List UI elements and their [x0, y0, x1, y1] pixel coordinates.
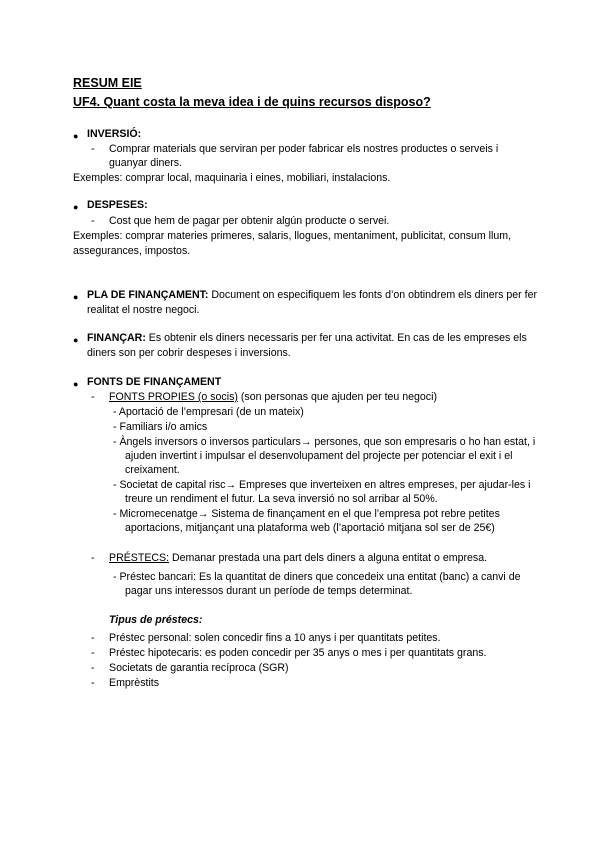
doc-subtitle: UF4. Quant costa la meva idea i de quins recursos disposo? — [73, 95, 431, 109]
dash: - — [91, 662, 95, 674]
doc-title: RESUM EIE — [73, 76, 142, 90]
dash: - — [91, 677, 95, 689]
list-item-cont: aportacions, mitjançant una plataforma web (l’aportació mitjana sol ser de 25€) — [125, 522, 495, 534]
list-item: - Micromecenatge→ Sistema de finançament en el que l’empresa pot rebre petites — [113, 508, 500, 520]
tipus-item: Préstec personal: solen concedir fins a 10 anys i per quantitats petites. — [109, 632, 441, 644]
inversio-item-line1: Comprar materials que serviran per poder fabricar els nostres productes o serveis i — [109, 143, 499, 155]
list-item: - Préstec bancari: Es la quantitat de diners que concedeix una entitat (banc) a canvi de — [113, 571, 521, 583]
list-item-cont: ajuden invertint i impulsar el desenvolupament del projecte per potenciar el exit i el — [125, 450, 513, 462]
dash: - — [91, 632, 95, 644]
dash: - — [91, 215, 95, 227]
bullet: ● — [73, 379, 79, 389]
bullet: ● — [73, 131, 79, 141]
dash: - — [91, 391, 95, 403]
bullet: ● — [73, 292, 79, 302]
inversio-item-line2: guanyar diners. — [109, 157, 183, 169]
financar-line1 — [87, 331, 527, 345]
financar-line2: diners son per cobrir despeses i inversions. — [87, 347, 291, 359]
financar-heading: FINANÇAR: — [87, 332, 146, 344]
fonts-propies-line — [109, 390, 437, 404]
bullet: ● — [73, 202, 79, 212]
tipus-item: Societats de garantia recíproca (SGR) — [109, 662, 289, 674]
bullet: ● — [73, 335, 79, 345]
despeses-examples-line2: assegurances, impostos. — [73, 245, 191, 257]
list-item: - Familiars i/o amics — [113, 421, 208, 433]
despeses-examples-line1: Exemples: comprar materies primeres, salaris, llogues, mentaniment, publicitat, consum llum, — [73, 230, 512, 242]
list-item: - Aportació de l’empresari (de un mateix) — [113, 406, 304, 418]
financar-text: Es obtenir els diners necessaris per fer una activitat. En cas de les empreses els — [145, 332, 527, 344]
despeses-heading: DESPESES: — [87, 199, 148, 211]
tipus-item: Emprèstits — [109, 677, 160, 689]
dash: - — [91, 143, 95, 155]
inversio-heading: INVERSIÓ: — [87, 128, 142, 140]
list-item: - Societat de capital risc→ Empreses que inverteixen en altres empreses, per ajudar-les i — [113, 479, 531, 491]
inversio-examples: Exemples: comprar local, maquinaria i eines, mobiliari, instalacions. — [73, 172, 391, 184]
fonts-heading: FONTS DE FINANÇAMENT — [87, 376, 222, 388]
pla-heading: PLA DE FINANÇAMENT: — [87, 289, 209, 301]
tipus-item: Préstec hipotecaris: es poden concedir per 35 anys o mes i per quantitats grans. — [109, 647, 487, 659]
dash: - — [91, 552, 95, 564]
prestecs-label: PRÉSTECS: — [109, 552, 170, 564]
fonts-propies-desc: (son personas que ajuden per teu negoci) — [237, 391, 437, 403]
tipus-heading: Tipus de préstecs: — [109, 614, 203, 626]
list-item: - Àngels inversors o inversos particulars→ persones, que son empresaris o ho han estat, i — [113, 436, 536, 448]
pla-line1 — [87, 288, 537, 302]
fonts-propies-label: FONTS PROPIES (o socis) — [109, 391, 238, 403]
pla-line2: realitat el nostre negoci. — [87, 304, 200, 316]
list-item-cont: creixament. — [125, 464, 180, 476]
list-item-cont: pagar uns interessos durant un període de temps determinat. — [125, 585, 413, 597]
pla-text: Document on especifiquem les fonts d’on obtindrem els diners per fer — [208, 289, 538, 301]
dash: - — [91, 647, 95, 659]
prestecs-line — [109, 551, 487, 565]
prestecs-desc: Demanar prestada una part dels diners a alguna entitat o empresa. — [169, 552, 488, 564]
list-item-cont: treure un rendiment el futur. La seva inversió no sol arribar al 50%. — [125, 493, 438, 505]
despeses-item: Cost que hem de pagar per obtenir algún producte o servei. — [109, 215, 390, 227]
